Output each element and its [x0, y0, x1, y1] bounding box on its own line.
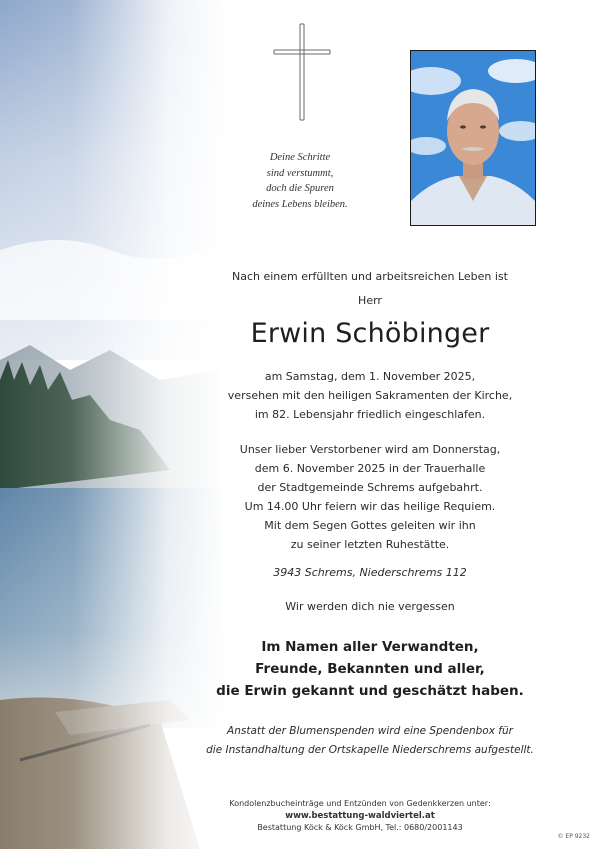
death-notice-line: am Samstag, dem 1. November 2025,: [264, 370, 476, 383]
funeral-info-line: der Stadtgemeinde Schrems aufgebahrt.: [257, 481, 483, 494]
death-notice-line: im 82. Lebensjahr friedlich eingeschlafen.: [254, 408, 486, 421]
print-code: © EP 9232: [557, 833, 590, 840]
donation-line: die Instandhaltung der Ortskapelle Niederschrems aufgestellt.: [206, 744, 534, 756]
footer-condolence-text: Kondolenzbucheinträge und Entzünden von Gedenkkerzen unter:: [229, 799, 491, 808]
family-line: die Erwin gekannt und geschätzt haben.: [216, 683, 524, 699]
cross-icon: [272, 22, 332, 122]
funeral-info-line: Um 14.00 Uhr feiern wir das heilige Requiem.: [244, 500, 496, 513]
death-notice: [200, 367, 540, 424]
portrait-photo: [410, 50, 536, 226]
footer-website-link[interactable]: www.bestattung-waldviertel.at: [285, 811, 435, 821]
motto-line: doch die Spuren: [266, 183, 334, 194]
memorial-motto: [220, 150, 380, 212]
family-line: Im Namen aller Verwandten,: [261, 639, 479, 655]
deceased-name: Erwin Schöbinger: [250, 318, 490, 349]
salutation: Herr: [358, 294, 382, 307]
intro-text: Nach einem erfüllten und arbeitsreichen Leben ist: [232, 270, 508, 283]
family-line: Freunde, Bekannten und aller,: [255, 661, 485, 677]
family-signature: [200, 636, 540, 702]
death-notice-line: versehen mit den heiligen Sakramenten der Kirche,: [227, 389, 513, 402]
footer-contact: Bestattung Köck & Köck GmbH, Tel.: 0680/2001143: [257, 823, 463, 832]
donation-note: [150, 722, 590, 760]
donation-line: Anstatt der Blumenspenden wird eine Spendenbox für: [227, 725, 513, 737]
motto-line: Deine Schritte: [269, 152, 331, 163]
funeral-info: [200, 440, 540, 554]
motto-line: deines Lebens bleiben.: [252, 198, 348, 210]
funeral-info-line: zu seiner letzten Ruhestätte.: [290, 538, 450, 551]
motto-line: sind verstummt,: [266, 167, 334, 179]
funeral-info-line: Unser lieber Verstorbener wird am Donnerstag,: [239, 443, 501, 456]
funeral-info-line: dem 6. November 2025 in der Trauerhalle: [254, 462, 486, 475]
funeral-info-line: Mit dem Segen Gottes geleiten wir ihn: [264, 519, 476, 532]
remembrance-line: Wir werden dich nie vergessen: [285, 600, 455, 613]
footer: [180, 798, 540, 834]
family-address: 3943 Schrems, Niederschrems 112: [273, 566, 467, 579]
